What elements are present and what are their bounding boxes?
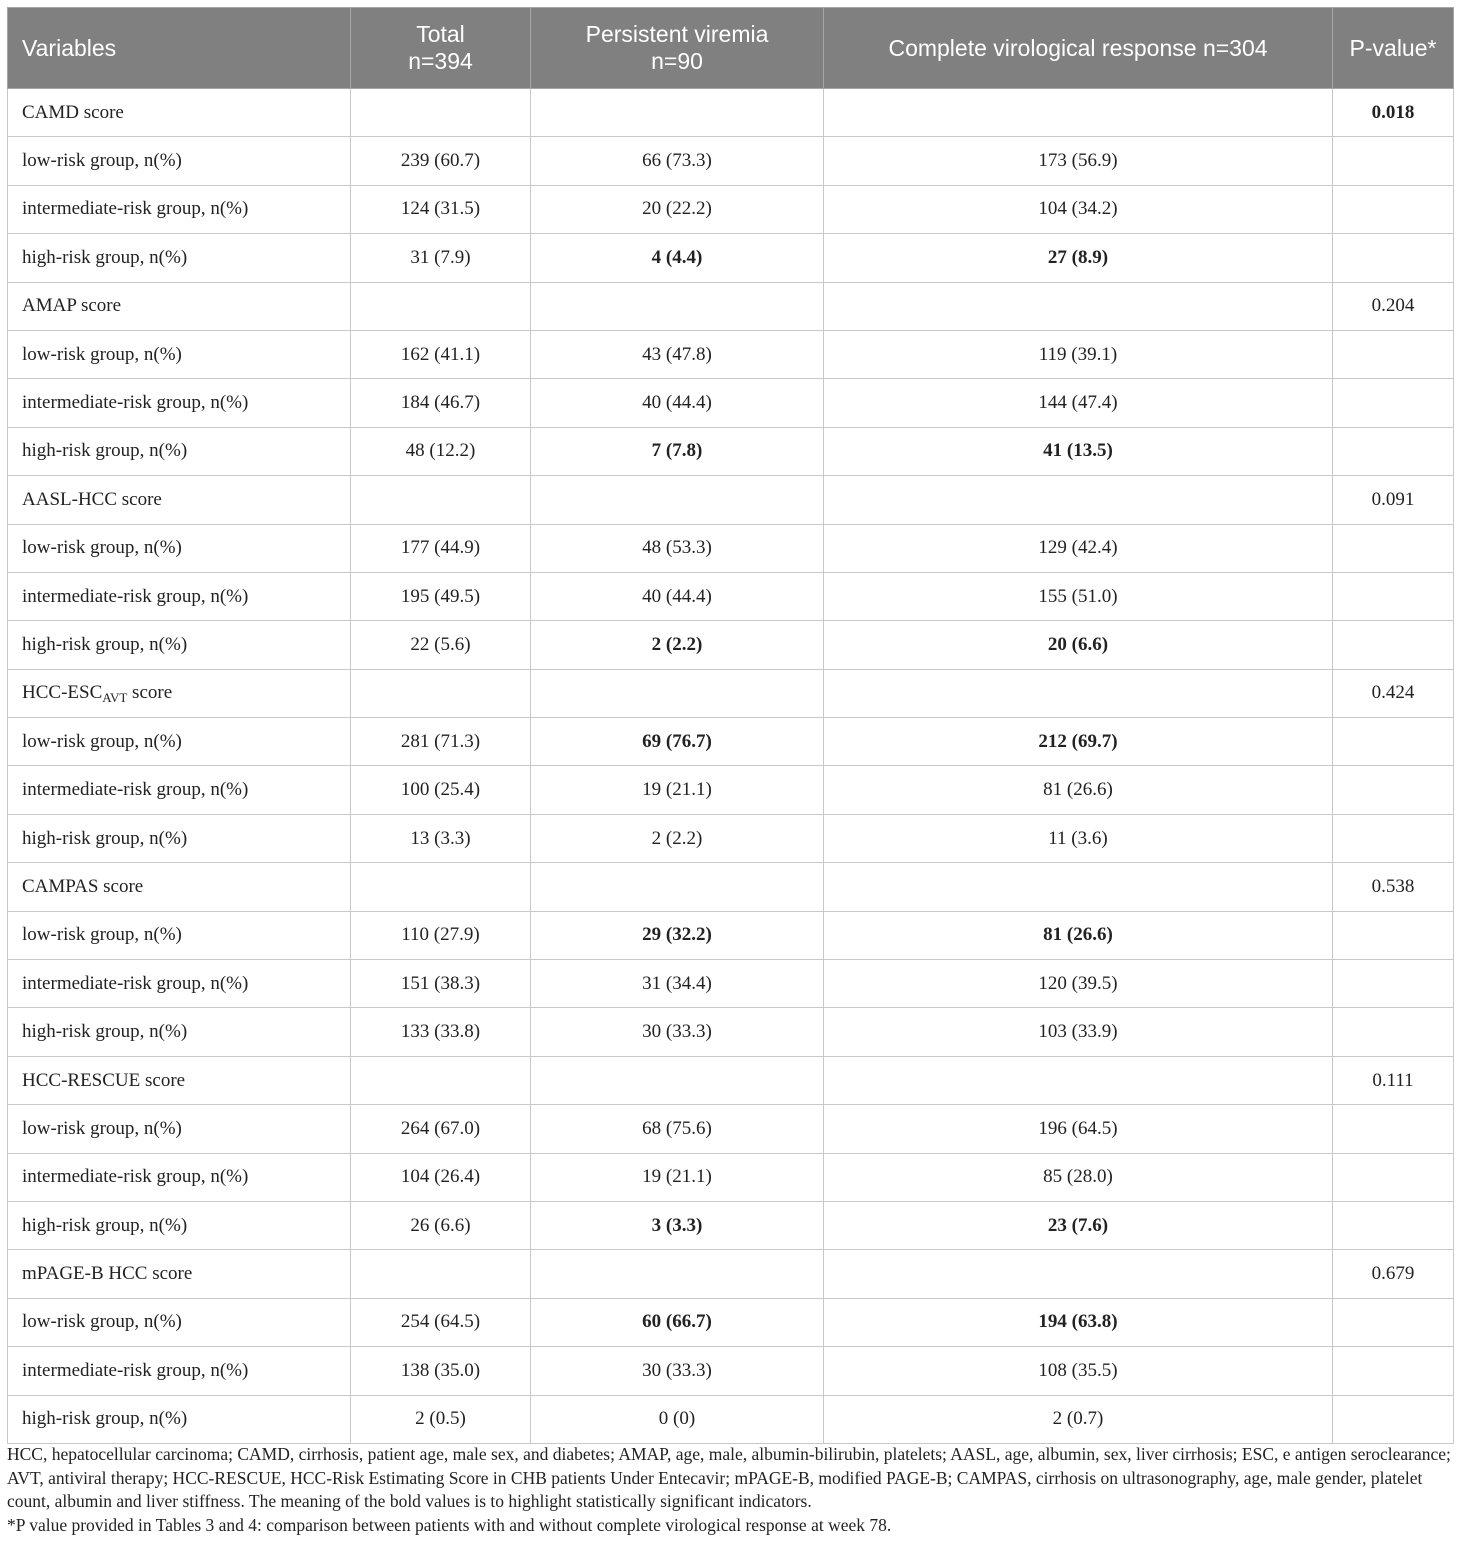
section-total-empty: [351, 89, 531, 137]
row-persistent-viremia: 4 (4.4): [531, 234, 824, 282]
row-total: 254 (64.5): [351, 1298, 531, 1346]
section-complete-empty: [824, 476, 1333, 524]
row-total: 124 (31.5): [351, 185, 531, 233]
row-persistent-viremia: 60 (66.7): [531, 1298, 824, 1346]
row-p-value-empty: [1333, 1347, 1454, 1395]
section-complete-empty: [824, 89, 1333, 137]
section-p-value: 0.424: [1333, 669, 1454, 717]
section-p-value: 0.091: [1333, 476, 1454, 524]
row-complete-response: 108 (35.5): [824, 1347, 1333, 1395]
table-row: [8, 718, 1454, 766]
row-complete-response: 85 (28.0): [824, 1153, 1333, 1201]
row-label: high-risk group, n(%): [8, 1201, 351, 1249]
row-total: 138 (35.0): [351, 1347, 531, 1395]
row-total: 100 (25.4): [351, 766, 531, 814]
header-complete-response: Complete virological response n=304: [824, 8, 1333, 89]
section-complete-empty: [824, 669, 1333, 717]
row-p-value-empty: [1333, 137, 1454, 185]
section-persistent-empty: [531, 476, 824, 524]
row-p-value-empty: [1333, 718, 1454, 766]
row-persistent-viremia: 68 (75.6): [531, 1105, 824, 1153]
section-name-suffix: score: [127, 682, 173, 704]
row-total: 110 (27.9): [351, 911, 531, 959]
row-persistent-viremia: 2 (2.2): [531, 621, 824, 669]
table-row: [8, 1347, 1454, 1395]
section-persistent-empty: [531, 863, 824, 911]
table-row: [8, 137, 1454, 185]
row-label: intermediate-risk group, n(%): [8, 1153, 351, 1201]
table-row: [8, 1395, 1454, 1443]
section-row: [8, 863, 1454, 911]
section-total-empty: [351, 669, 531, 717]
section-name: CAMPAS score: [8, 863, 351, 911]
section-p-value: 0.018: [1333, 89, 1454, 137]
footnote-abbreviations: HCC, hepatocellular carcinoma; CAMD, cirrhosis, patient age, male sex, and diabetes; AMAP, age, male, albumin-bilirubin, platelets; AASL, age, albumin, sex, liver cirrhosis; ESC, e antigen seroclearance; AVT, antiviral therapy; HCC-RESCUE, HCC-Risk Estimating Score in CHB patients Under Entecavir; mPAGE-B, modified PAGE-B; CAMPAS, cirrhosis on ultrasonography, age, male gender, platelet count, albumin and liver stiffness. The meaning of the bold values is to highlight statistically significant indicators.: [7, 1444, 1451, 1511]
row-persistent-viremia: 31 (34.4): [531, 960, 824, 1008]
row-p-value-empty: [1333, 911, 1454, 959]
row-complete-response: 103 (33.9): [824, 1008, 1333, 1056]
row-complete-response: 20 (6.6): [824, 621, 1333, 669]
section-name: mPAGE-B HCC score: [8, 1250, 351, 1298]
row-label: low-risk group, n(%): [8, 330, 351, 378]
row-p-value-empty: [1333, 1201, 1454, 1249]
row-label: low-risk group, n(%): [8, 1298, 351, 1346]
row-total: 162 (41.1): [351, 330, 531, 378]
row-complete-response: 194 (63.8): [824, 1298, 1333, 1346]
section-persistent-empty: [531, 1056, 824, 1104]
section-persistent-empty: [531, 1250, 824, 1298]
row-persistent-viremia: 48 (53.3): [531, 524, 824, 572]
row-complete-response: 27 (8.9): [824, 234, 1333, 282]
row-persistent-viremia: 66 (73.3): [531, 137, 824, 185]
row-total: 264 (67.0): [351, 1105, 531, 1153]
row-p-value-empty: [1333, 814, 1454, 862]
row-total: 133 (33.8): [351, 1008, 531, 1056]
row-p-value-empty: [1333, 1008, 1454, 1056]
row-complete-response: 144 (47.4): [824, 379, 1333, 427]
row-p-value-empty: [1333, 621, 1454, 669]
table-row: [8, 1008, 1454, 1056]
table-body: [8, 89, 1454, 1444]
section-persistent-empty: [531, 669, 824, 717]
section-total-empty: [351, 282, 531, 330]
row-total: 26 (6.6): [351, 1201, 531, 1249]
row-p-value-empty: [1333, 1105, 1454, 1153]
row-label: high-risk group, n(%): [8, 621, 351, 669]
header-persistent-viremia: [531, 8, 824, 89]
row-persistent-viremia: 19 (21.1): [531, 766, 824, 814]
section-total-empty: [351, 476, 531, 524]
row-total: 184 (46.7): [351, 379, 531, 427]
table-row: [8, 911, 1454, 959]
section-name-main: HCC-ESC: [22, 682, 103, 704]
section-name-subscript: AVT: [102, 690, 128, 706]
row-label: intermediate-risk group, n(%): [8, 960, 351, 1008]
row-persistent-viremia: 69 (76.7): [531, 718, 824, 766]
row-label: intermediate-risk group, n(%): [8, 379, 351, 427]
row-p-value-empty: [1333, 524, 1454, 572]
table-row: [8, 1105, 1454, 1153]
header-total: [351, 8, 531, 89]
section-name: [8, 669, 351, 717]
row-label: intermediate-risk group, n(%): [8, 572, 351, 620]
table-row: [8, 621, 1454, 669]
row-p-value-empty: [1333, 1298, 1454, 1346]
section-row: [8, 282, 1454, 330]
row-total: 195 (49.5): [351, 572, 531, 620]
row-complete-response: 155 (51.0): [824, 572, 1333, 620]
row-p-value-empty: [1333, 572, 1454, 620]
row-persistent-viremia: 0 (0): [531, 1395, 824, 1443]
header-total-n: n=394: [408, 48, 473, 74]
row-label: intermediate-risk group, n(%): [8, 766, 351, 814]
header-persistent-n: n=90: [651, 48, 703, 74]
row-label: intermediate-risk group, n(%): [8, 185, 351, 233]
row-label: high-risk group, n(%): [8, 814, 351, 862]
row-label: intermediate-risk group, n(%): [8, 1347, 351, 1395]
table-row: [8, 330, 1454, 378]
row-total: 48 (12.2): [351, 427, 531, 475]
table-row: [8, 234, 1454, 282]
row-complete-response: 41 (13.5): [824, 427, 1333, 475]
row-label: high-risk group, n(%): [8, 1008, 351, 1056]
table-row: [8, 1201, 1454, 1249]
row-persistent-viremia: 40 (44.4): [531, 572, 824, 620]
row-persistent-viremia: 3 (3.3): [531, 1201, 824, 1249]
table-row: [8, 524, 1454, 572]
row-persistent-viremia: 19 (21.1): [531, 1153, 824, 1201]
header-variables: Variables: [8, 8, 351, 89]
row-total: 177 (44.9): [351, 524, 531, 572]
row-complete-response: 129 (42.4): [824, 524, 1333, 572]
row-p-value-empty: [1333, 185, 1454, 233]
table-row: [8, 1153, 1454, 1201]
row-persistent-viremia: 20 (22.2): [531, 185, 824, 233]
row-p-value-empty: [1333, 960, 1454, 1008]
row-persistent-viremia: 29 (32.2): [531, 911, 824, 959]
row-total: 2 (0.5): [351, 1395, 531, 1443]
section-row: [8, 669, 1454, 717]
row-complete-response: 23 (7.6): [824, 1201, 1333, 1249]
row-label: high-risk group, n(%): [8, 1395, 351, 1443]
section-p-value: 0.679: [1333, 1250, 1454, 1298]
row-complete-response: 2 (0.7): [824, 1395, 1333, 1443]
row-total: 31 (7.9): [351, 234, 531, 282]
section-name: AMAP score: [8, 282, 351, 330]
row-persistent-viremia: 30 (33.3): [531, 1347, 824, 1395]
row-p-value-empty: [1333, 427, 1454, 475]
row-complete-response: 81 (26.6): [824, 766, 1333, 814]
row-complete-response: 119 (39.1): [824, 330, 1333, 378]
section-persistent-empty: [531, 282, 824, 330]
row-total: 151 (38.3): [351, 960, 531, 1008]
row-p-value-empty: [1333, 1153, 1454, 1201]
section-p-value: 0.204: [1333, 282, 1454, 330]
row-label: low-risk group, n(%): [8, 718, 351, 766]
row-complete-response: 120 (39.5): [824, 960, 1333, 1008]
section-row: [8, 476, 1454, 524]
row-total: 239 (60.7): [351, 137, 531, 185]
section-complete-empty: [824, 1250, 1333, 1298]
data-table: [7, 7, 1454, 1444]
row-label: low-risk group, n(%): [8, 1105, 351, 1153]
row-total: 104 (26.4): [351, 1153, 531, 1201]
row-label: high-risk group, n(%): [8, 427, 351, 475]
row-p-value-empty: [1333, 766, 1454, 814]
row-persistent-viremia: 2 (2.2): [531, 814, 824, 862]
row-total: 13 (3.3): [351, 814, 531, 862]
row-label: low-risk group, n(%): [8, 137, 351, 185]
row-persistent-viremia: 40 (44.4): [531, 379, 824, 427]
row-complete-response: 196 (64.5): [824, 1105, 1333, 1153]
row-label: low-risk group, n(%): [8, 911, 351, 959]
section-total-empty: [351, 1056, 531, 1104]
footnote-p-value: *P value provided in Tables 3 and 4: comparison between patients with and without complete virological response at week 78.: [7, 1514, 892, 1535]
row-label: low-risk group, n(%): [8, 524, 351, 572]
row-total: 281 (71.3): [351, 718, 531, 766]
table-row: [8, 572, 1454, 620]
section-name: AASL-HCC score: [8, 476, 351, 524]
row-persistent-viremia: 7 (7.8): [531, 427, 824, 475]
header-persistent-title: Persistent viremia: [585, 21, 769, 47]
table-footnotes: [7, 1443, 1453, 1537]
header-p-value: P-value*: [1333, 8, 1454, 89]
section-complete-empty: [824, 863, 1333, 911]
table-row: [8, 814, 1454, 862]
section-complete-empty: [824, 282, 1333, 330]
table-row: [8, 1298, 1454, 1346]
table-row: [8, 379, 1454, 427]
row-complete-response: 104 (34.2): [824, 185, 1333, 233]
row-complete-response: 212 (69.7): [824, 718, 1333, 766]
section-row: [8, 89, 1454, 137]
table-row: [8, 766, 1454, 814]
section-name: CAMD score: [8, 89, 351, 137]
row-p-value-empty: [1333, 1395, 1454, 1443]
row-persistent-viremia: 43 (47.8): [531, 330, 824, 378]
table-container: [7, 7, 1453, 1444]
row-complete-response: 173 (56.9): [824, 137, 1333, 185]
section-row: [8, 1056, 1454, 1104]
section-name: HCC-RESCUE score: [8, 1056, 351, 1104]
header-row: [8, 8, 1454, 89]
header-total-title: Total: [416, 21, 465, 47]
row-label: high-risk group, n(%): [8, 234, 351, 282]
row-p-value-empty: [1333, 379, 1454, 427]
row-complete-response: 11 (3.6): [824, 814, 1333, 862]
row-total: 22 (5.6): [351, 621, 531, 669]
table-row: [8, 185, 1454, 233]
table-row: [8, 960, 1454, 1008]
section-total-empty: [351, 863, 531, 911]
section-total-empty: [351, 1250, 531, 1298]
section-p-value: 0.111: [1333, 1056, 1454, 1104]
section-complete-empty: [824, 1056, 1333, 1104]
row-complete-response: 81 (26.6): [824, 911, 1333, 959]
row-persistent-viremia: 30 (33.3): [531, 1008, 824, 1056]
row-p-value-empty: [1333, 330, 1454, 378]
section-row: [8, 1250, 1454, 1298]
table-row: [8, 427, 1454, 475]
row-p-value-empty: [1333, 234, 1454, 282]
section-persistent-empty: [531, 89, 824, 137]
section-p-value: 0.538: [1333, 863, 1454, 911]
